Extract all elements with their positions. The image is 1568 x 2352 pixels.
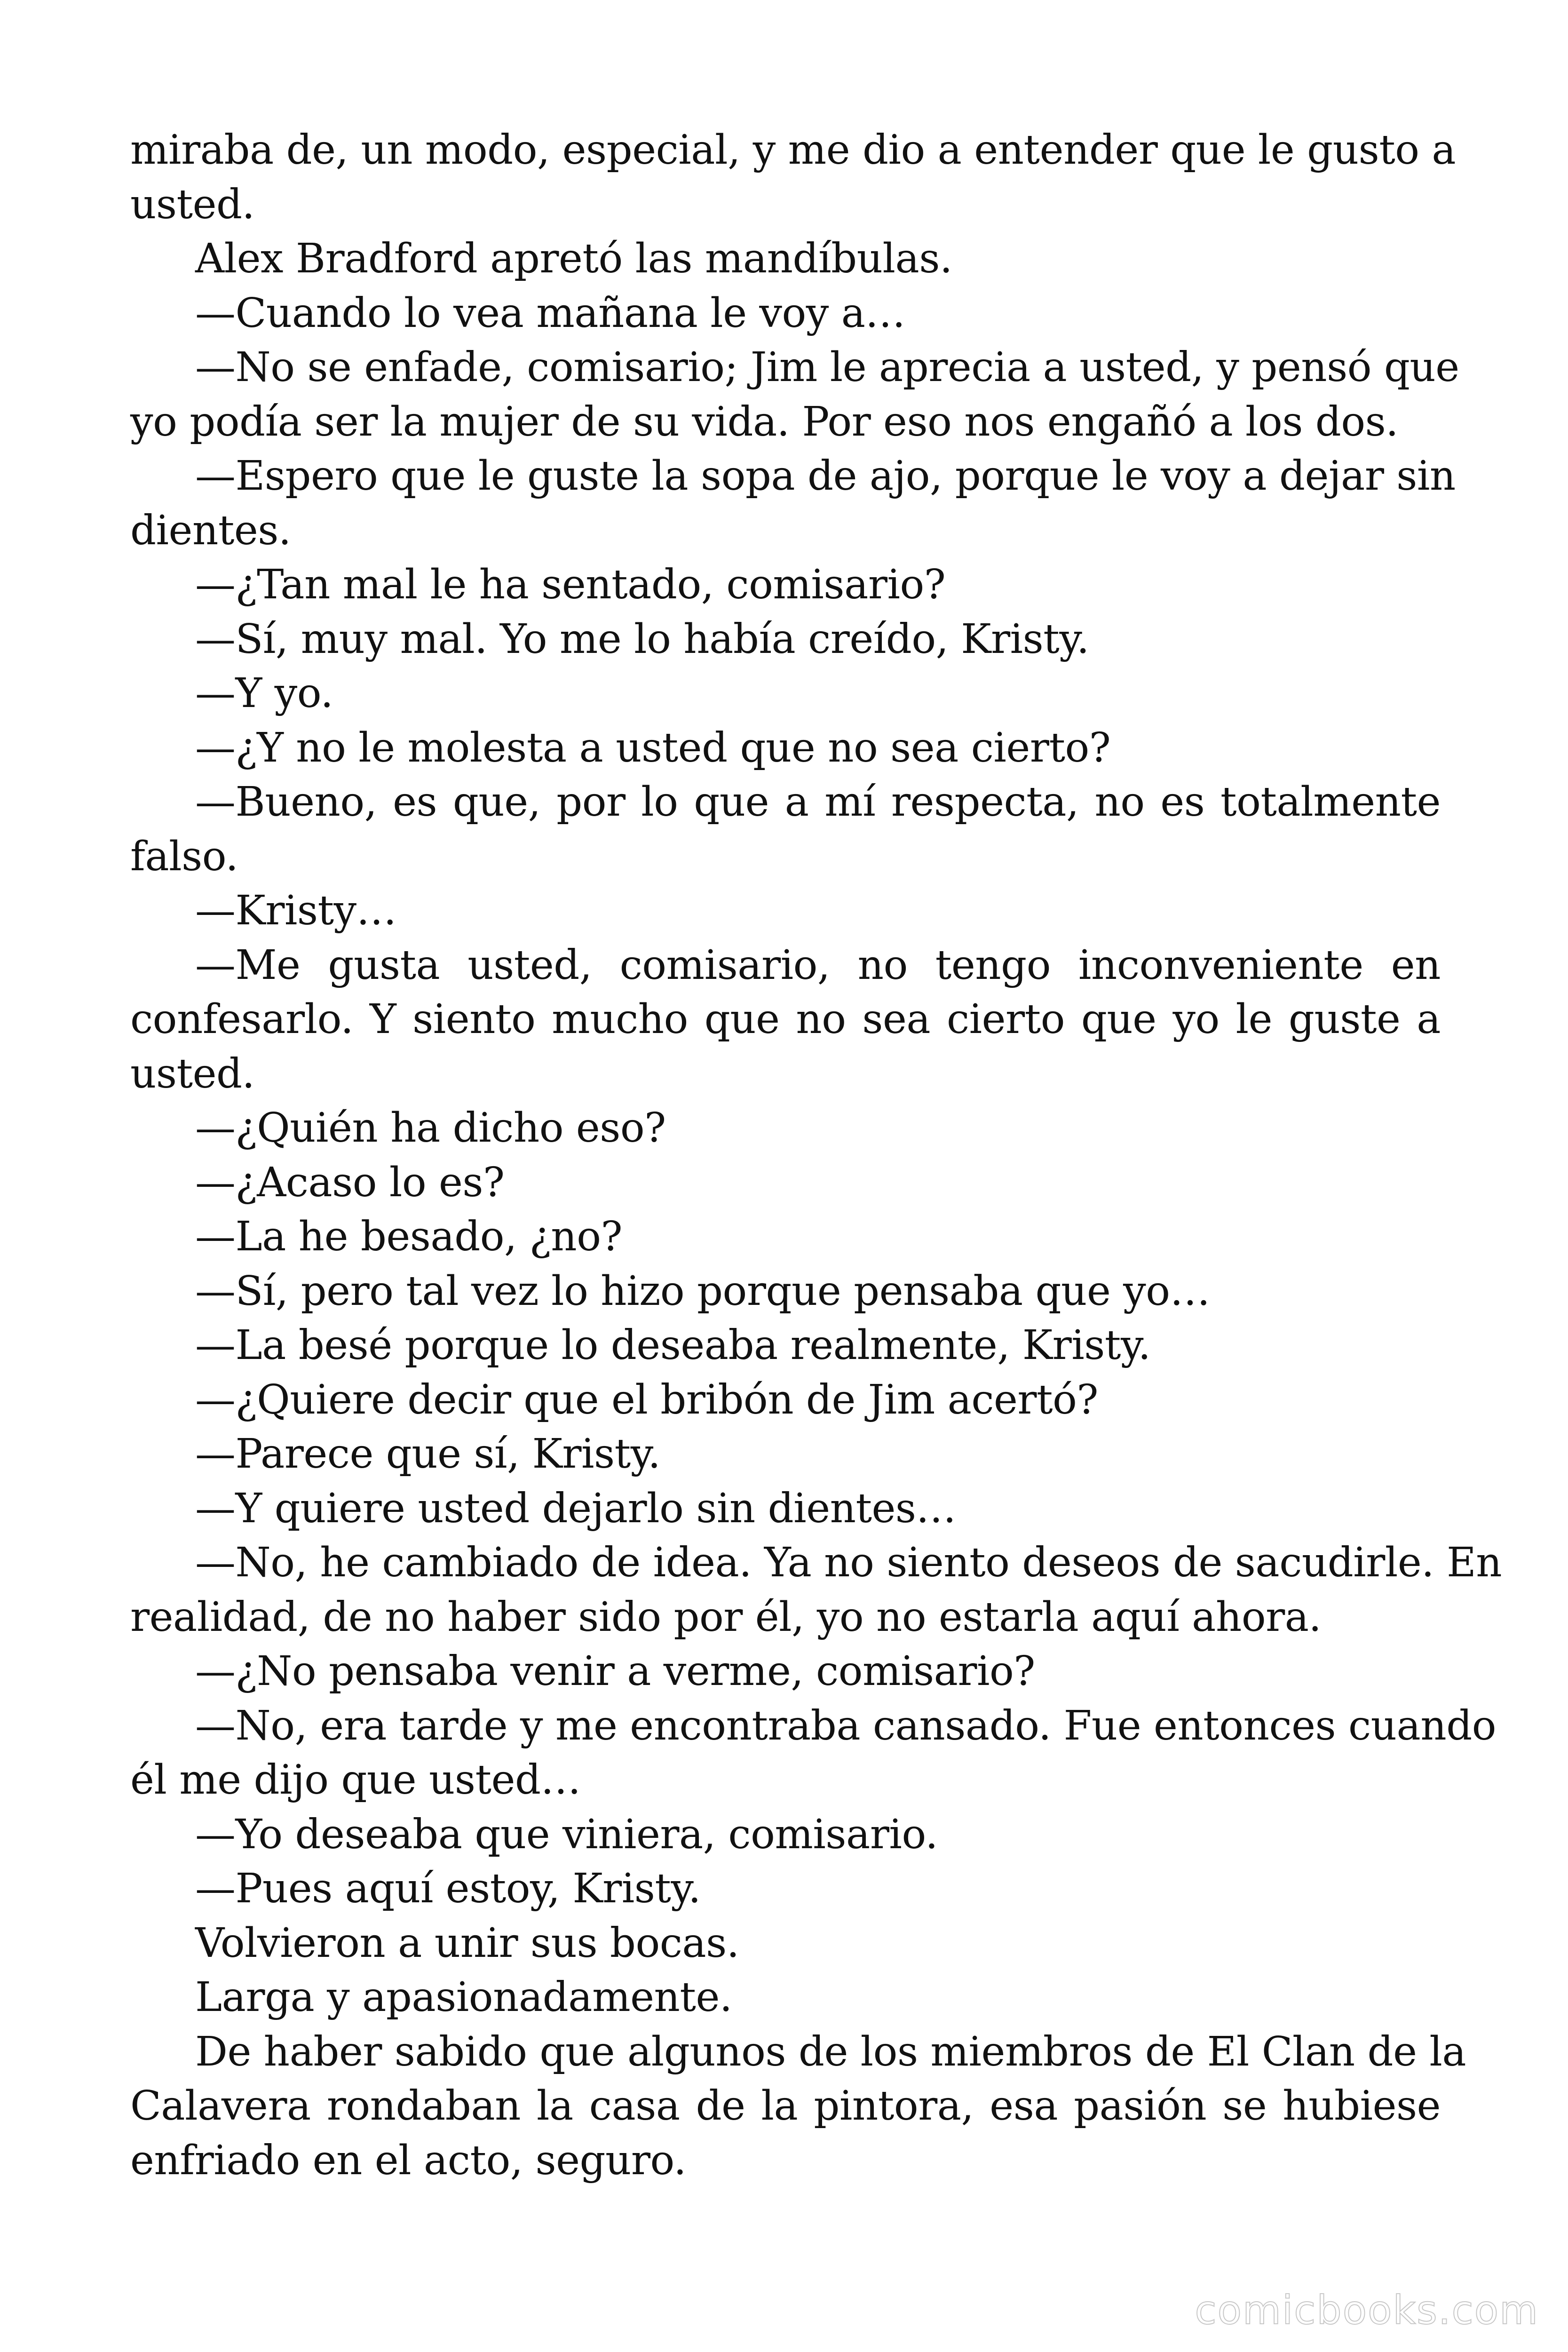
text-line: miraba de, un modo, especial, y me dio a entender que le gusto a bbox=[130, 127, 1456, 174]
text-line: —¿Quién ha dicho eso? bbox=[195, 1104, 666, 1152]
text-line: —¿Tan mal le ha sentado, comisario? bbox=[195, 561, 946, 608]
text-line: —Kristy… bbox=[195, 887, 397, 934]
text-line: usted. bbox=[130, 181, 255, 228]
watermark-text: comicbooks.com bbox=[1195, 2287, 1539, 2333]
text-line: Calavera rondaban la casa de la pintora, esa pasión se hubiese bbox=[130, 2082, 1441, 2130]
text-line: usted. bbox=[130, 1050, 255, 1097]
text-line: —¿No pensaba venir a verme, comisario? bbox=[195, 1648, 1035, 1695]
text-line: —Espero que le guste la sopa de ajo, porque le voy a dejar sin bbox=[195, 453, 1456, 500]
text-line: —Y yo. bbox=[195, 670, 333, 717]
text-line: —La he besado, ¿no? bbox=[195, 1213, 623, 1260]
text-line: dientes. bbox=[130, 507, 291, 554]
text-line: —Yo deseaba que viniera, comisario. bbox=[195, 1811, 938, 1858]
text-line: De haber sabido que algunos de los miembros de El Clan de la bbox=[195, 2028, 1466, 2075]
text-line: —Bueno, es que, por lo que a mí respecta, no es totalmente bbox=[195, 779, 1441, 826]
text-line: —Parece que sí, Kristy. bbox=[195, 1430, 661, 1478]
text-line: —No, he cambiado de idea. Ya no siento deseos de sacudirle. En bbox=[195, 1539, 1502, 1586]
document-page bbox=[130, 123, 1502, 2188]
text-line: Volvieron a unir sus bocas. bbox=[195, 1919, 739, 1967]
text-line: confesarlo. Y siento mucho que no sea cierto que yo le guste a bbox=[130, 996, 1441, 1043]
text-line: realidad, de no haber sido por él, yo no estarla aquí ahora. bbox=[130, 1593, 1322, 1641]
text-line: enfriado en el acto, seguro. bbox=[130, 2137, 687, 2184]
text-line: —Sí, muy mal. Yo me lo había creído, Kristy. bbox=[195, 615, 1089, 663]
text-line: —¿Acaso lo es? bbox=[195, 1159, 505, 1206]
body-text bbox=[130, 123, 1502, 2188]
text-line: —No se enfade, comisario; Jim le aprecia a usted, y pensó que bbox=[195, 344, 1459, 391]
text-line: —Y quiere usted dejarlo sin dientes… bbox=[195, 1485, 957, 1532]
text-line: —¿Quiere decir que el bribón de Jim acertó? bbox=[195, 1376, 1098, 1423]
text-line: —Cuando lo vea mañana le voy a… bbox=[195, 289, 905, 337]
text-line: yo podía ser la mujer de su vida. Por eso nos engañó a los dos. bbox=[130, 398, 1399, 445]
text-line: —No, era tarde y me encontraba cansado. Fue entonces cuando bbox=[195, 1702, 1497, 1749]
text-line: —La besé porque lo deseaba realmente, Kristy. bbox=[195, 1322, 1151, 1369]
text-line: él me dijo que usted… bbox=[130, 1756, 581, 1804]
text-line: —¿Y no le molesta a usted que no sea cierto? bbox=[195, 724, 1111, 771]
text-line: —Me gusta usted, comisario, no tengo inconveniente en bbox=[195, 941, 1441, 989]
text-line: Alex Bradford apretó las mandíbulas. bbox=[195, 235, 952, 282]
text-line: —Sí, pero tal vez lo hizo porque pensaba que yo… bbox=[195, 1267, 1211, 1315]
text-line: Larga y apasionadamente. bbox=[195, 1974, 732, 2021]
text-line: falso. bbox=[130, 833, 238, 880]
text-line: —Pues aquí estoy, Kristy. bbox=[195, 1865, 701, 1912]
